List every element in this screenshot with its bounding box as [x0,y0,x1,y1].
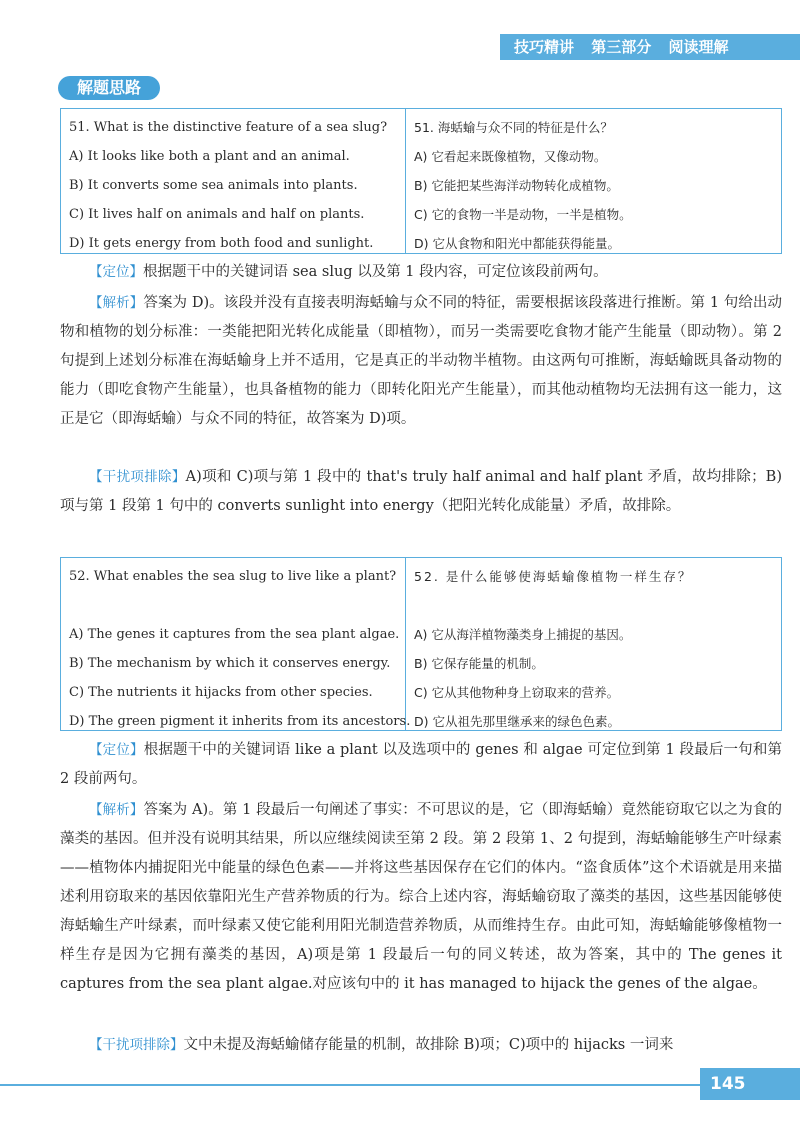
q52-en-stem: 52. What enables the sea slug to live like a plant? [69,569,397,584]
q52-analysis-text: 答案为 A)。第 1 段最后一句阐述了事实：不可思议的是，它（即海蛞蝓）竟然能窃取它以之为食的藻类的基因。但并没有说明其结果，所以应继续阅读至第 2 段。第 2 段第 1、2 句提到，海蛞蝓能够生产叶绿素——植物体内捕捉阳光中能量的绿色色素——并将这些基因保存在它们的体内。“盗食质体”这个术语就是用来描述利用窃取来的基因依靠阳光生产营养物质的行为。综合上述内容，海蛞蝓窃取了藻类的基因，这些基因能够使海蛞蝓生产叶绿素，而叶绿素又使它能利用阳光制造营养物质，从而维持生存。由此可知，海蛞蝓能够像植物一样生存是因为它拥有藻类的基因，A)项是第 1 段最后一句的同义转述，故为答案，其中的 The genes it captures from the sea plant algae.对应该句中的 it has managed to hijack the genes of the algae。 [60,802,783,992]
q52-en-option-d: D) The green pigment it inherits from its ancestors. [69,714,411,729]
q51-locate-paragraph [60,258,782,287]
q51-analysis-paragraph [60,289,782,434]
q52-locate-text: 根据题干中的关键词语 like a plant 以及选项中的 genes 和 algae 可定位到第 1 段最后一句和第 2 段前两句。 [60,742,782,787]
q51-distractor-paragraph [60,463,782,521]
q51-locate-text: 根据题干中的关键词语 sea slug 以及第 1 段内容，可定位该段前两句。 [143,264,608,280]
header-part2: 第三部分 [591,38,652,56]
q51-cn-option-c: C) 它的食物一半是动物，一半是植物。 [414,207,632,222]
q51-en-option-c: C) It lives half on animals and half on plants. [69,207,365,222]
header-part1: 技巧精讲 [514,38,575,56]
distractor-tag: 【干扰项排除】 [89,469,186,485]
locate-tag: 【定位】 [89,742,144,758]
q52-distractor-text: 文中未提及海蛞蝓储存能量的机制，故排除 B)项；C)项中的 hijacks 一词来 [183,1037,674,1053]
section-label: 解题思路 [58,76,160,100]
q51-cn-stem: 51. 海蛞蝓与众不同的特征是什么？ [414,120,613,135]
distractor-tag: 【干扰项排除】 [89,1037,184,1053]
q51-en-option-b: B) It converts some sea animals into plants. [69,178,358,193]
page-number: 145 [700,1068,800,1100]
q52-en-option-b: B) The mechanism by which it conserves energy. [69,656,391,671]
header-part3: 阅读理解 [668,38,729,56]
analysis-tag: 【解析】 [89,802,144,818]
q52-en-option-a: A) The genes it captures from the sea plant algae. [69,627,400,642]
q51-distractor-text: A)项和 C)项与第 1 段中的 that's truly half animal and half plant 矛盾，故均排除；B)项与第 1 段第 1 句中的 converts sunlight into energy（把阳光转化成能量）矛盾，故排除。 [60,469,782,514]
question-52-chinese [406,558,781,730]
q52-locate-paragraph [60,736,782,794]
question-51-table [60,108,782,254]
footer-divider [0,1084,700,1086]
q52-en-option-c: C) The nutrients it hijacks from other species. [69,685,373,700]
q52-distractor-paragraph [60,1031,782,1060]
q51-en-stem: 51. What is the distinctive feature of a sea slug? [69,120,388,135]
q51-en-option-d: D) It gets energy from both food and sunlight. [69,236,374,251]
q52-analysis-paragraph [60,796,782,999]
q52-cn-option-c: C) 它从其他物种身上窃取来的营养。 [414,685,620,700]
q51-cn-option-b: B) 它能把某些海洋动物转化成植物。 [414,178,619,193]
q52-cn-option-a: A) 它从海洋植物藻类身上捕捉的基因。 [414,627,632,642]
q51-cn-option-d: D) 它从食物和阳光中都能获得能量。 [414,236,620,251]
locate-tag: 【定位】 [89,264,143,280]
chapter-header [500,34,800,60]
q52-cn-stem: 52. 是什么能够使海蛞蝓像植物一样生存？ [414,569,693,584]
q51-analysis-text: 答案为 D)。该段并没有直接表明海蛞蝓与众不同的特征，需要根据该段落进行推断。第 1 句给出动物和植物的划分标准：一类能把阳光转化成能量（即植物），而另一类需要吃食物才能产生能量（即动物）。第 2 句提到上述划分标准在海蛞蝓身上并不适用，它是真正的半动物半植物。由这两句可推断，海蛞蝓既具备动物的能力（即吃食物产生能量），也具备植物的能力（即转化阳光产生能量），而其他动植物均无法拥有这一能力，这正是它（即海蛞蝓）与众不同的特征，故答案为 D)项。 [60,295,783,427]
q52-cn-option-b: B) 它保存能量的机制。 [414,656,544,671]
question-51-english [61,109,406,253]
q52-cn-option-d: D) 它从祖先那里继承来的绿色色素。 [414,714,620,729]
q51-en-option-a: A) It looks like both a plant and an animal. [69,149,350,164]
question-51-chinese [406,109,781,253]
q51-cn-option-a: A) 它看起来既像植物，又像动物。 [414,149,607,164]
analysis-tag: 【解析】 [89,295,144,311]
question-52-table [60,557,782,731]
question-52-english [61,558,411,730]
